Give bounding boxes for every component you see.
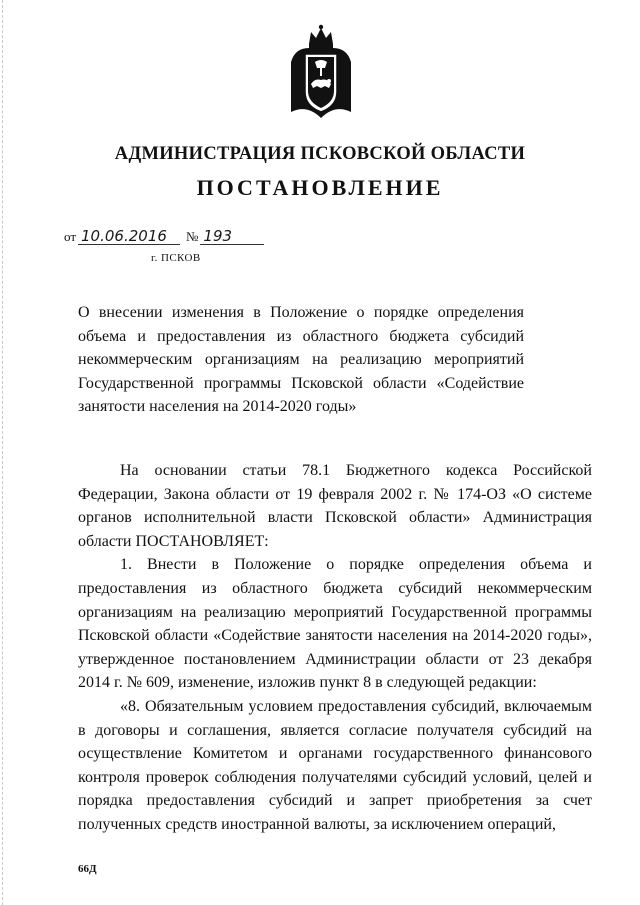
body-paragraph-item-1: 1. Внести в Положение о порядке определения объема и предоставления из областного бюджета субсидий некоммерческим организациям на реализацию мероприятий Государственной программы Псковской области «Содействие занятости населения на 2014-2020 годы», утвержденное постановлением Администрации области от 23 декабря 2014 г. № 609, изменение, изложив пункт 8 в следующей редакции: [78,556,592,692]
footer-code: 66Д [78,863,97,875]
issue-line [64,228,264,245]
scan-edge [2,0,4,905]
city-label: г. ПСКОВ [151,252,201,264]
body-paragraph-basis: На основании статьи 78.1 Бюджетного кодекса Российской Федерации, Закона области от 19 февраля 2002 г. № 174-ОЗ «О системе органов исполнительной власти Псковской области» Администрация области ПОСТАНОВЛЯЕТ: [78,462,592,550]
document-body [78,459,592,837]
document-subject [78,301,524,419]
number-prefix: № [186,229,199,244]
body-paragraph-item-8: «8. Обязательным условием предоставления субсидий, включаемым в договоры и соглашения, является согласие получателя субсидий на осуществление Комитетом и органами государственного финансового контроля проверок соблюдения получателями субсидий условий, целей и порядка предоставления субсидий и запрет приобретения за счет полученных средств иностранной валюты, за исключением операций, [78,697,592,833]
organization-title: АДМИНИСТРАЦИЯ ПСКОВСКОЙ ОБЛАСТИ [114,144,526,164]
handwritten-date: 10.06.2016 [78,228,180,245]
pskov-coat-of-arms-icon [285,22,357,122]
subject-text: О внесении изменения в Положение о порядке определения объема и предоставления из областного бюджета субсидий некоммерческим организациям на реализацию мероприятий Государственной программы Псковской области «Содействие занятости населения на 2014-2020 годы» [78,304,524,416]
document-type-title: ПОСТАНОВЛЕНИЕ [196,175,444,200]
handwritten-number: 193 [200,228,264,245]
date-prefix: от [64,229,77,244]
